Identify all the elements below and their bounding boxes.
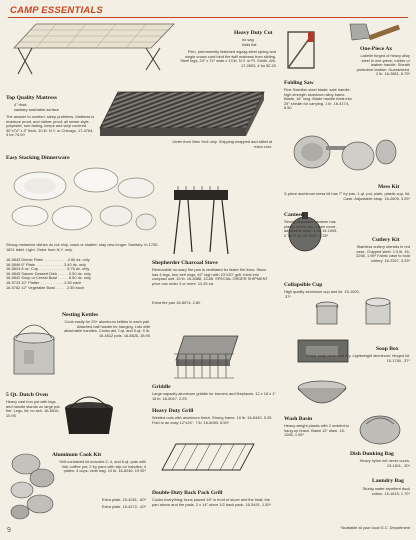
back-pack-grill-illustration: [158, 440, 258, 484]
axe-body: Labelle forged of heavy alloy steel in one-piece; rubber or leather handle. Sheath protective leather. Guaranteed. 2 lb. 16-2861, 6.75*: [356, 53, 410, 77]
stove-body: Removable no-warp fire pan is ventilated for faster fire lives. Stove has 4 legs, four self rings, 62" high with 23"x30" grill; folds into compact unit. 15 lb. 16-8388, 13.85. SPECIAL ORDER SHIPMENT price can order 3 or more. 12.45 ea.: [152, 267, 268, 286]
saw-body: Fine Swedish steel blade; safe handle; high strength aluminum alloy frame. Blade, 16" long. Blade handle folds into 25" sheath for carrying. 1 lb. 16-4174, 6.50: [284, 87, 352, 111]
cook-kit-extra-1: Extra plate, 15-4261, .60*: [101, 497, 146, 502]
wash-basin-title: Wash Basin: [284, 416, 313, 422]
grill-title: Heavy Duty Grill: [152, 408, 194, 414]
grill-body: Welded rods with aluminum finish. Strong frame. 10 lb. 16-8440, 5.25. Fold to an easy 12"x24". 7 lb. 16-8083, 6.50*: [152, 415, 273, 425]
kettles-title: Nesting Kettles: [62, 312, 99, 318]
cot-bullet-1: no sag: [242, 37, 254, 42]
stove-illustration: [170, 182, 232, 258]
stove-extra: Extra fire pan 16-8074, 2.80: [152, 300, 201, 305]
back-pack-grill-title: Double-Duty Back Pack Grill: [152, 490, 223, 496]
cutlery-body: Stainless cutlery utensils in red case. Chipped steel. 1.5 lb. 16-2266, 1.95* Fabric case to hold cutlery. 16-2267, 3.25*: [356, 244, 410, 263]
header-rule: [8, 17, 408, 18]
dinnerware-body: Strong melamine dishes do not chip, crack or shatter; stay new longer. Sanitary. In 1700-1821 label. Light. Order from N.Y. only.: [6, 242, 159, 252]
dinnerware-illustration: [6, 164, 158, 240]
cook-kit-extra-2: Extra plate, 15-4272, .40*: [101, 504, 146, 509]
dutch-oven-body: Heavy cast iron pot with legs and handle stands on large pot-fire. Legs, lid; no ash. 16-8610, 10.95: [6, 399, 61, 418]
cutlery-title: Cutlery Kit: [372, 237, 400, 243]
mattress-note: Order from New York only. Shipping wrapped and billed at extra cost.: [172, 139, 272, 149]
mattress-title: Top Quality Mattress: [6, 95, 57, 101]
stove-title: Shepherder Charcoal Stove: [152, 260, 218, 266]
griddle-body: Large capacity aluminum griddle for burners and fireplaces. 12 x 18 x 1" 18 lb. 16-8047, 2.25: [152, 391, 276, 401]
collapsible-cup-illustration: [312, 300, 342, 328]
saw-title: Folding Saw: [284, 80, 314, 86]
canteen-body: Strong aluminum canteen has plastic screw cap, chain cover, adjustable strap. 1 lb. 15-1005, 2.75* 2-lg. 15-2007, 3.25*: [284, 219, 338, 238]
griddle-title: Griddle: [152, 384, 171, 390]
dinnerware-item: 16-5782 12" Vegetable Bowl . . . . . 2.50 each: [6, 284, 84, 290]
soap-box-title: Soap Box: [376, 346, 399, 352]
mess-kit-illustration: [290, 130, 400, 182]
mattress-illustration: [98, 88, 268, 146]
soap-box-body: Keeps soap clean and dry. Lightweight aluminum; hinged lid. 15-1780, .37*: [305, 353, 410, 363]
dinnerware-title: Easy Stacking Dinnerware: [6, 155, 70, 161]
back-pack-grill-body: Cooks everything; buns placed 18" in front of stove and the heat; the pan above and the pads. 2 x 14" stove 1/2 back pack. 16-5491, 1.50*: [152, 497, 272, 507]
cup-side-illustration: [360, 296, 396, 328]
dinnerware-item: 16-5824 8 oz. Cup . . . . . . . . . . . . . 5.75 dz. only: [6, 266, 90, 272]
dish-bag-title: Dish Dunking Bag: [350, 451, 394, 457]
dutch-oven-title: 5 Qt. Dutch Oven: [6, 392, 48, 398]
dish-bag-body: Heavy nylon net never cours. 15-1811, .30*: [359, 458, 410, 468]
cook-kit-title: Aluminum Cook Kit: [52, 452, 102, 458]
grill-illustration: [168, 350, 238, 386]
wash-basin-illustration: [294, 378, 350, 414]
page-number: 9: [7, 527, 11, 534]
dinnerware-item: 16-5842 Soup or Cereal Bowl . . . . . 6.50 dz. only: [6, 275, 91, 281]
axe-title: One-Piece Ax: [360, 46, 393, 52]
cook-kit-body: Self-contained kit includes 2, 4, and 6-qt. pots with lids; coffee pot; 2 fry pans with slip-on handles; 4 plates; 4 cups; cloth bag. 10 lb. 16-8246, 19.95*: [59, 459, 146, 474]
footnote: *Available at your local G.C. Department: [340, 525, 410, 530]
cook-kit-illustration: [6, 448, 58, 524]
cot-bullet-2: folds flat: [242, 42, 257, 47]
dinnerware-price-list: [6, 258, 166, 290]
cot-illustration: [6, 22, 176, 80]
dish-bag-illustration: [356, 410, 404, 448]
mess-kit-body: 5-piece aluminum mess kit has 7" fry pan, 1-qt. pot, plate, plastic cup, lid. Case. Adjustable strap. 16-2609, 3.25*: [284, 191, 410, 201]
saw-illustration: [284, 28, 318, 74]
dinnerware-item: 16-5723 10" Platter . . . . . . . . . . . 2.50 each: [6, 279, 82, 285]
dinnerware-item: 16-5845 Saucer Dessert Dish . . . . . 3.50 dz. only: [6, 270, 91, 276]
cot-body: Firm, permanently fastened zigzag steel spring and single crown cord bind the twill mattress from sliding. Steel legs, 24" x 74" wide x 13 lb. N.Y. or Ft. Smith, Ark. 17-2893, 4 for $2.20: [180, 49, 276, 68]
dinnerware-item: 16-5843 Dinner Plate . . . . . . . . . . . 4.50 dz. only: [6, 257, 90, 262]
dutch-oven-illustration: [60, 396, 118, 442]
mattress-bullet-2: sanitary washable surface: [14, 107, 59, 112]
cot-title: Heavy Duty Cot: [234, 30, 273, 36]
collapsible-cup-title: Collapsible Cup: [284, 282, 323, 288]
mattress-body: The answer to comfort, sleep problems. Mattress is moisture proof, and rubber proof; all newer style polyester, non-fading, keeps and vinyl covered. 30"x74" x 4" thick, 10 lb. N.Y. or Chicago, 17-4764, 4 for 74.00: [6, 114, 95, 138]
wash-basin-body: Heavy-weight plastic with 2 molded-in hang-up brace. Basin 12" diam. 15-1266, 1.05*: [284, 423, 350, 438]
page-header: CAMP ESSENTIALS: [10, 5, 103, 16]
kettles-illustration: [6, 318, 62, 384]
canteen-title: Canteen: [284, 212, 304, 218]
dinnerware-item: 16-5846 6" Plate . . . . . . . . . . . . . 3.40 dz. only: [6, 261, 87, 267]
mess-kit-title: Mess Kit: [378, 184, 400, 190]
laundry-bag-title: Laundry Bag: [372, 478, 404, 484]
mattress-bullet-1: 4" thick: [14, 102, 27, 107]
collapsible-cup-body: High quality aluminum cup and lid. 15-1000, .37*: [284, 289, 360, 299]
kettles-body: Cook easily for 25+ aluminum kettles in each pail. Attached bail handle for hanging. Lids with attachable handles. Cooks aid 7-qt. and 5-qt. 5 lb. 15-4612 pots. 16-8625, 28.95: [64, 319, 150, 338]
soap-box-illustration: [294, 332, 354, 370]
laundry-bag-body: Sturdy water-repellent duck cotton. 15-1615, 1.70*: [362, 486, 410, 496]
